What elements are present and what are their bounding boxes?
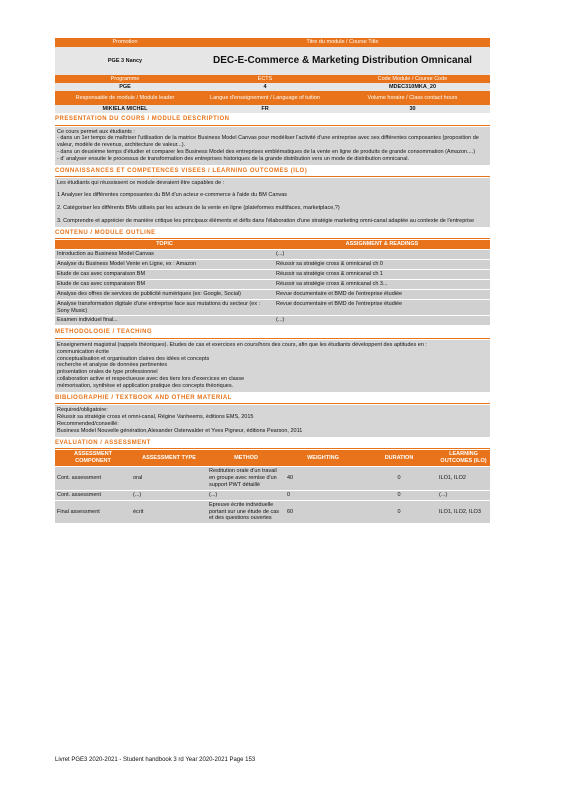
lang-label: Langue d'enseignement / Language of tuition <box>210 94 320 101</box>
assess-component: Cont. assessment <box>55 467 131 491</box>
assess-col-type: ASSESSMENT TYPE <box>131 450 207 466</box>
contenu-divider <box>55 238 490 239</box>
outline-topic: Etude de cas avec comparaison BM <box>55 270 274 280</box>
programme-value: PGE <box>119 83 131 90</box>
method-line: Enseignement magistral (rappels théoriques). Etudes de cas et exercices en cours/hors des cours, afin que les étudiants développent des aptitudes en : <box>57 341 427 348</box>
contenu-heading: CONTENU / MODULE OUTLINE <box>55 229 156 236</box>
assess-duration: 0 <box>361 500 437 524</box>
outline-col-topic: TOPIC <box>55 240 274 249</box>
outline-assignment: (...) <box>274 316 490 326</box>
methodologie-box <box>55 340 490 392</box>
presentation-line: - dans un deuxième temps d'étudier et comparer les Business Model des entreprises emblématiques de la vente en ligne de produits de grande consommation (Amazon....) <box>57 149 476 156</box>
resp-value: MIKIELA MICHEL <box>102 105 148 112</box>
header-row-1-values <box>55 47 490 75</box>
volume-value: 30 <box>409 105 416 112</box>
biblio-line: Réussir sa stratégie cross et omni-canal, Régine Vanheems, éditions EMS, 2015 <box>57 414 254 421</box>
outline-row <box>55 316 490 326</box>
methodologie-divider <box>55 338 490 339</box>
assess-method: Epreuve écrite individuelle portant sur une étude de cas et des questions ouvertes <box>207 500 285 524</box>
course-sheet <box>55 38 490 524</box>
title-label: Titre du module / Course Title <box>306 39 379 46</box>
assess-weighting: 60 <box>285 500 361 524</box>
assess-component: Cont. assessment <box>55 490 131 500</box>
code-label: Code Module / Course Code <box>377 75 448 82</box>
outline-assignment: Revue documentaire et BMD de l'entreprise étudiée <box>274 299 490 316</box>
lang-value: FR <box>261 105 269 112</box>
outline-row <box>55 250 490 260</box>
outline-assignment: Réussir sa stratégie cross & omnicanal ch 1 <box>274 270 490 280</box>
assess-type: écrit <box>131 500 207 524</box>
outline-assignment: (...) <box>274 250 490 260</box>
outline-row <box>55 260 490 270</box>
outline-row <box>55 279 490 289</box>
assess-ilo: ILO1, ILO2 <box>437 467 490 491</box>
header-row-3-labels <box>55 91 490 105</box>
biblio-heading: BIBLIOGRAPHIE / TEXTBOOK AND OTHER MATERIAL <box>55 394 232 401</box>
assess-col-method: METHOD <box>207 450 285 466</box>
course-title: DEC-E-Commerce & Marketing Distribution Omnicanal <box>213 55 472 66</box>
assess-col-component: ASSESSMENT COMPONENT <box>55 450 131 466</box>
assess-duration: 0 <box>361 467 437 491</box>
assess-method: (...) <box>207 490 285 500</box>
outcome-item: 1 Analyser les différentes composantes du BM d'un acteur e-commerce à l'aide du BM Canvas <box>57 192 288 199</box>
outline-col-assign: ASSIGNMENT & READINGS <box>274 240 490 249</box>
presentation-line: - dans un 1er temps de maîtriser l'utilisation de la matrice Business Model Canvas pour modéliser l'activité d'une entreprise avec ses différentes composantes (proposition de valeur, modèle de revenus, architecture de valeur...). <box>57 135 479 149</box>
method-line: présentation orales de type professionnel <box>57 369 158 376</box>
header-row-3-values <box>55 105 490 113</box>
outline-assignment: Réussir sa stratégie cross & omnicanal ch 3... <box>274 279 490 289</box>
biblio-line: Business Model Nouvelle génération,Alexander Osterwalder et Yves Pigneur, éditions Pearson, 2011 <box>57 428 303 434</box>
promotion-label: Promotion <box>112 39 138 46</box>
outcomes-divider <box>55 176 490 177</box>
outline-assignment: Réussir sa stratégie cross & omnicanal ch 0 <box>274 260 490 270</box>
assess-col-ilo: LEARNING OUTCOMES (ILO) <box>437 450 490 466</box>
assessment-header-row <box>55 450 490 466</box>
assessment-row <box>55 490 490 500</box>
evaluation-divider <box>55 448 490 449</box>
assess-weighting: 40 <box>285 467 361 491</box>
biblio-line: Recommended/conseillé: <box>57 421 119 428</box>
assessment-row <box>55 500 490 524</box>
header-row-2-values <box>55 83 490 91</box>
method-line: collaboration active et respectueuse avec des tiers lors d'exercices en classe <box>57 376 245 383</box>
volume-label: Volume horaire / Class contact hours <box>367 94 458 101</box>
outcomes-box <box>55 178 490 227</box>
biblio-box <box>55 405 490 437</box>
presentation-box <box>55 127 490 165</box>
assessment-row <box>55 467 490 491</box>
presentation-line: Ce cours permet aux étudiants : <box>57 128 135 135</box>
method-line: conceptualisation et organisation claires des idées et concepts <box>57 355 210 362</box>
method-line: communication écrite <box>57 348 109 355</box>
outcomes-intro: Les étudiants qui réussissent ce module devraient être capables de : <box>57 180 225 187</box>
outline-header-row <box>55 240 490 249</box>
header-row-2-labels <box>55 75 490 83</box>
biblio-divider <box>55 403 490 404</box>
biblio-line: Required/obligatoire: <box>57 407 108 414</box>
ects-label: ECTS <box>257 75 273 82</box>
presentation-heading: PRESENTATION DU COURS / MODULE DESCRIPTION <box>55 116 230 122</box>
outline-row <box>55 299 490 316</box>
methodologie-heading: METHODOLOGIE / TEACHING <box>55 329 153 336</box>
assess-ilo: (...) <box>437 490 490 500</box>
outline-topic: Examen individuel final... <box>55 316 274 326</box>
promotion-value: PGE 3 Nancy <box>107 57 143 64</box>
outcome-item: 2. Catégoriser les différents BMs utilisés par les acteurs de la vente en ligne (plateformes multifaces, marketplace,?) <box>57 205 340 212</box>
assess-col-weighting: WEIGHTING <box>285 450 361 466</box>
outline-topic: Analyse transformation digitale d'une entreprise face aux mutations du secteur (ex : Sony Music) <box>55 299 274 316</box>
page-footer: Livret PGE3 2020-2021 - Student handbook 3 rd Year 2020-2021 Page 153 <box>55 757 256 763</box>
outline-table <box>55 240 490 326</box>
header-row-1-labels <box>55 38 490 47</box>
outline-topic: Analyse du Business Model Vente en Ligne, ex : Amazon <box>55 260 274 270</box>
assess-type: oral <box>131 467 207 491</box>
outline-assignment: Revue documentaire et BMD de l'entreprise étudiée <box>274 289 490 299</box>
presentation-divider <box>55 125 490 126</box>
presentation-line: - d' analyser ensuite le processus de transformation des entreprises historiques de la grande distribution vers un mode de distribution omnicanal. <box>57 156 410 162</box>
evaluation-heading: EVALUATION / ASSESSMENT <box>55 439 151 446</box>
assessment-table <box>55 450 490 524</box>
outline-row <box>55 270 490 280</box>
method-line: mémorisation, synthèse et application pratique des concepts théoriques. <box>57 383 234 389</box>
assess-ilo: ILO1, ILO2, ILO3 <box>437 500 490 524</box>
ects-value: 4 <box>263 83 267 90</box>
assess-type: (...) <box>131 490 207 500</box>
assess-component: Final assessment <box>55 500 131 524</box>
method-line: recherche et analyse de données pertinentes <box>57 362 168 369</box>
outline-topic: Etude de cas avec comparaison BM <box>55 279 274 289</box>
outline-topic: Introduction au Business Model Canvas <box>55 250 274 260</box>
assess-duration: 0 <box>361 490 437 500</box>
assess-weighting: 0 <box>285 490 361 500</box>
assess-method: Restitution orale d'un travail en groupe avec remise d'un support PWT détaillé <box>207 467 285 491</box>
assess-col-duration: DURATION <box>361 450 437 466</box>
outcome-item: 3. Comprendre et apprécier de manière critique les principaux éléments et défis dans l'élaboration d'une stratégie marketing omni-canal adaptée au contexte de l'entreprise <box>57 218 475 224</box>
outline-topic: Analyse des offres de services de publicité numériques (ex: Google, Social) <box>55 289 274 299</box>
programme-label: Programme <box>110 75 140 82</box>
code-value: MDEC310MKA_20 <box>388 83 437 90</box>
outcomes-heading: CONNAISSANCES ET COMPETENCES VISEES / LEARNING OUTCOMES (ILO) <box>55 167 308 174</box>
resp-label: Responsable de module / Module leader <box>75 94 175 101</box>
outline-row <box>55 289 490 299</box>
